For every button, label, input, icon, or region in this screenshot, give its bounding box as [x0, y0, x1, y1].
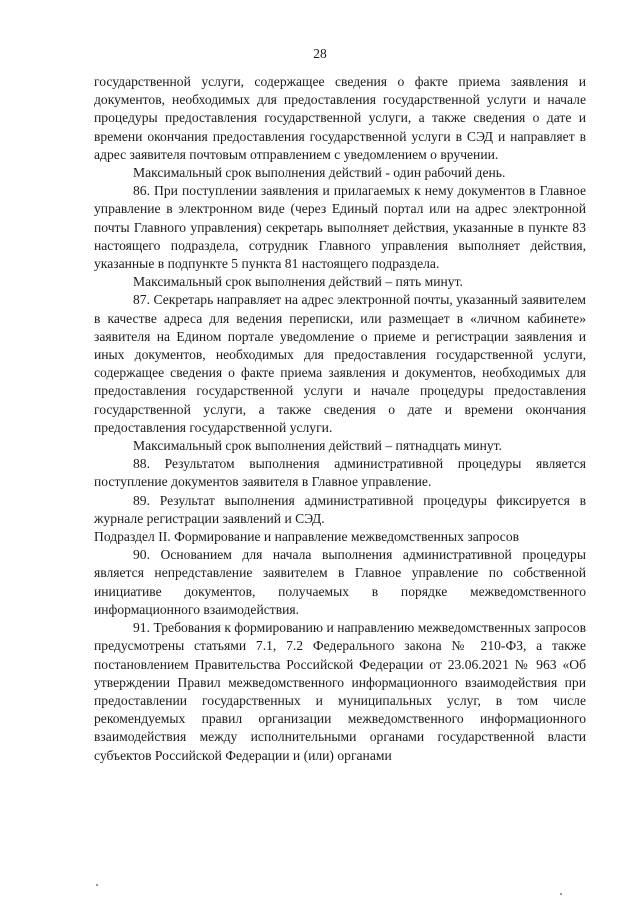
paragraph-86: 86. При поступлении заявления и прилагаемых к нему документов в Главное управление в электронном виде (через Единый портал или на адрес электронной почты Главного управления) секретарь выполняет действия, указанные в пункте 83 настоящего подраздела, сотрудник Главного управления выполняет действия, указанные в подпункте 5 пункта 81 настоящего подраздела.: [94, 183, 586, 272]
paragraph-deadline: Максимальный срок выполнения действий - один рабочий день.: [133, 165, 506, 181]
scan-speck: [96, 884, 98, 886]
paragraph-89: 89. Результат выполнения административной процедуры фиксируется в журнале регистрации заявлений и СЭД.: [94, 492, 586, 526]
paragraph-91: 91. Требования к формированию и направлению межведомственных запросов предусмотрены статьями 7.1, 7.2 Федерального закона № 210-ФЗ, а также постановлением Правительства Российской Федерации от 23.06.2021 № 963 «Об утверждении Правил межведомственного информационного взаимодействия при предоставлении государственных и муниципальных услуг, в том числе рекомендуемых правил организации межведомственного информационного взаимодействия между исполнительными органами государственной власти субъектов Российской Федерации и (или) органами: [94, 620, 586, 763]
paragraph-deadline: Максимальный срок выполнения действий – пятнадцать минут.: [133, 438, 503, 454]
document-body: [94, 73, 586, 765]
paragraph-88: 88. Результатом выполнения административной процедуры является поступление документов заявителя в Главное управление.: [94, 456, 586, 490]
paragraph-deadline: Максимальный срок выполнения действий – пять минут.: [133, 274, 463, 290]
paragraph-90: 90. Основанием для начала выполнения административной процедуры является непредставление заявителем в Главное управление по собственной инициативе документов, получаемых в порядке межведомственного информационного взаимодействия.: [94, 547, 586, 617]
scan-speck: [560, 893, 562, 895]
paragraph-continuation: государственной услуги, содержащее сведения о факте приема заявления и документов, необходимых для предоставления государственной услуги и начале процедуры предоставления государственной услуги, а также сведения о дате и времени окончания предоставления государственной услуги в СЭД и направляет в адрес заявителя почтовым отправлением с уведомлением о вручении.: [94, 74, 586, 162]
subsection-heading: Подраздел II. Формирование и направление межведомственных запросов: [94, 529, 520, 545]
page-number: 28: [313, 46, 327, 61]
paragraph-87: 87. Секретарь направляет на адрес электронной почты, указанный заявителем в качестве адреса для ведения переписки, или размещает в «личном кабинете» заявителя на Едином портале уведомление о приеме и регистрации заявления и иных документов, необходимых для предоставления государственной услуги, содержащее сведения о факте приема заявления и документов, необходимых для предоставления государственной услуги и начале процедуры предоставления государственной услуги, а также сведения о дате и времени окончания предоставления государственной услуги.: [94, 292, 586, 435]
